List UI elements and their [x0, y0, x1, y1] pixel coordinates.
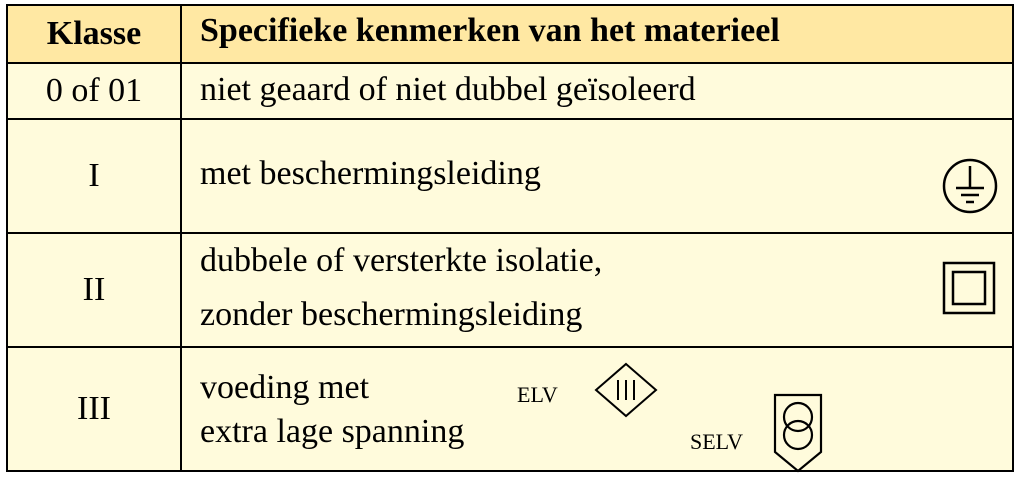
elv-label: ELV	[517, 382, 558, 407]
protective-earth-icon	[940, 156, 1000, 216]
description-line: zonder beschermingsleiding	[200, 296, 583, 333]
selv-transformer-icon	[771, 392, 825, 474]
class-cell: II	[8, 234, 182, 346]
header-class: Klasse	[8, 6, 182, 62]
description-line: dubbele of versterkte isolatie,	[200, 242, 603, 279]
double-insulation-icon	[942, 261, 996, 315]
table-header-row	[8, 6, 1012, 62]
selv-label: SELV	[690, 429, 743, 454]
class-cell: III	[8, 348, 182, 470]
description-line: voeding met	[200, 369, 370, 406]
header-features: Specifieke kenmerken van het materieel	[200, 12, 780, 49]
table-row	[8, 62, 1012, 118]
elv-diamond-icon	[594, 362, 658, 418]
class-cell: I	[8, 120, 182, 232]
class-cell: 0 of 01	[8, 64, 182, 118]
table-row	[8, 346, 1012, 470]
table-row	[8, 232, 1012, 346]
table-row	[8, 118, 1012, 232]
class-table	[6, 4, 1014, 472]
description-line: extra lage spanning	[200, 413, 465, 450]
description-line: met beschermingsleiding	[200, 155, 541, 192]
description-line: niet geaard of niet dubbel geïsoleerd	[200, 71, 696, 108]
